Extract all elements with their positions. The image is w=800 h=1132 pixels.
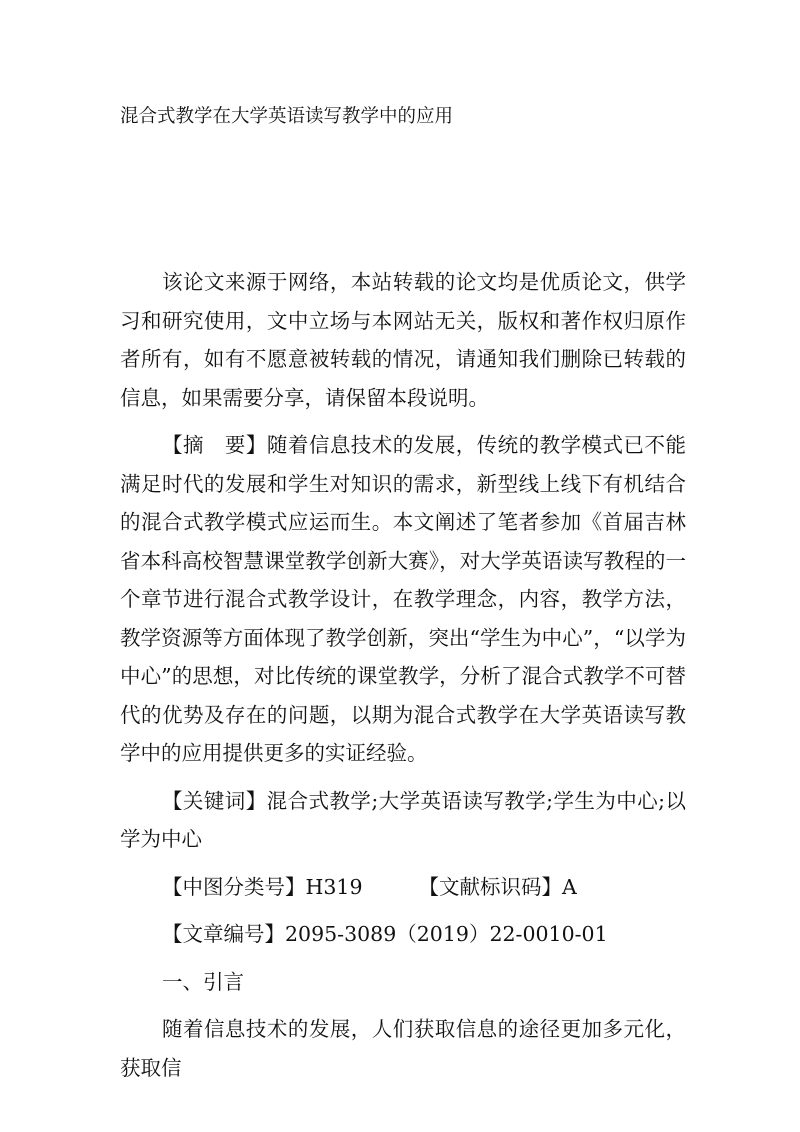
classification-row bbox=[120, 868, 686, 907]
document-body bbox=[120, 263, 686, 1096]
disclaimer-paragraph: 该论文来源于网络，本站转载的论文均是优质论文，供学习和研究使用，文中立场与本网站无关，版权和著作权归原作者所有，如有不愿意被转载的情况，请通知我们删除已转载的信息，如果需要分享，请保留本段说明。 bbox=[120, 270, 686, 410]
intro-paragraph: 随着信息技术的发展，人们获取信息的途径更加多元化，获取信 bbox=[120, 1017, 686, 1080]
page-title: 混合式教学在大学英语读写教学中的应用 bbox=[120, 106, 454, 127]
keywords-paragraph: 【关键词】混合式教学;大学英语读写教学;学生为中心;以学为中心 bbox=[120, 788, 686, 851]
abstract-paragraph: 【摘 要】随着信息技术的发展，传统的教学模式已不能满足时代的发展和学生对知识的需求，新型线上线下有机结合的混合式教学模式应运而生。本文阐述了笔者参加《首届吉林省本科高校智慧课堂教学创新大赛》，对大学英语读写教程的一个章节进行混合式教学设计，在教学理念，内容，教学方法，教学资源等方面体现了教学创新，突出“学生为中心”，“以学为中心”的思想，对比传统的课堂教学，分析了混合式教学不可替代的优势及存在的问题，以期为混合式教学在大学英语读写教学中的应用提供更多的实证经验。 bbox=[120, 433, 686, 765]
article-number: 【文章编号】2095-3089（2019）22-0010-01 bbox=[162, 922, 608, 946]
document-code: 【文献标识码】A bbox=[418, 874, 577, 899]
clc-number: 【中图分类号】H319 bbox=[162, 874, 363, 899]
section-heading: 一、引言 bbox=[162, 969, 244, 994]
